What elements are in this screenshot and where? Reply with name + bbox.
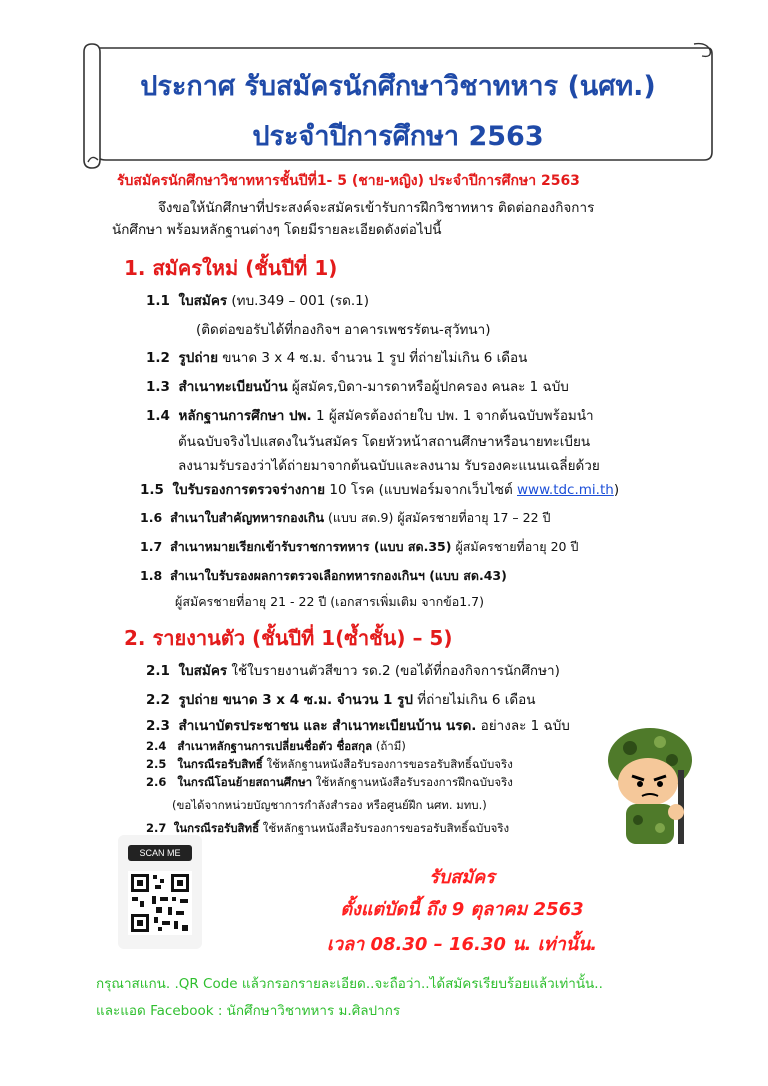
announcement-subtitle: รับสมัครนักศึกษาวิชาทหารชั้นปีที่1- 5 (ชาย-หญิง) ประจำปีการศึกษา 2563	[117, 173, 580, 189]
item-1-1	[146, 289, 369, 311]
item-title: สำเนาบัตรประชาชน และ สำเนาทะเบียนบ้าน นรด.	[178, 718, 477, 734]
item-text: (ทบ.349 – 001 (รด.1)	[227, 293, 370, 309]
item-text: ใช้หลักฐานหนังสือรับรองการขอรอรับสิทธิ์ฉบับจริง	[262, 757, 513, 771]
item-text: ที่ถ่ายไม่เกิน 6 เดือน	[412, 692, 536, 708]
item-2-6	[146, 774, 513, 792]
item-number: 2.1	[146, 663, 170, 679]
item-1-8	[140, 566, 507, 586]
intro-line-1: จึงขอให้นักศึกษาที่ประสงค์จะสมัครเข้ารับการฝึกวิชาทหาร ติดต่อกองกิจการ	[158, 200, 595, 216]
item-2-7	[146, 820, 509, 838]
section-1-heading: 1. สมัครใหม่ (ชั้นปีที่ 1)	[124, 256, 338, 280]
item-1-4-line-3: ลงนามรับรองว่าได้ถ่ายมาจากต้นฉบับและลงนาม รับรองคะแนนเฉลี่ยด้วย	[178, 458, 600, 474]
item-text: ผู้สมัคร,บิดา-มารดาหรือผู้ปกครอง คนละ 1 ฉบับ	[287, 379, 569, 395]
item-title: สำเนาหลักฐานการเปลี่ยนชื่อตัว ชื่อสกุล	[177, 739, 373, 753]
item-1-2	[146, 346, 527, 368]
page-title: ประกาศ รับสมัครนักศึกษาวิชาทหาร (นศท.)	[140, 71, 656, 102]
item-number: 1.2	[146, 350, 170, 366]
item-text: อย่างละ 1 ฉบับ	[476, 718, 570, 734]
item-text: (แบบ สด.9) ผู้สมัครชายที่อายุ 17 – 22 ปี	[324, 510, 551, 525]
item-1-7	[140, 537, 578, 557]
facebook-line[interactable]: และแอด Facebook : นักศึกษาวิชาทหาร ม.ศิลปากร	[96, 1003, 401, 1019]
item-text: 10 โรค (แบบฟอร์มจากเว็บไซต์	[325, 482, 518, 498]
item-text: (ถ้ามี)	[372, 739, 406, 753]
item-title: รูปถ่าย ขนาด 3 x 4 ซ.ม. จำนวน 1 รูป	[178, 692, 413, 708]
promo-line-3: เวลา 08.30 – 16.30 น. เท่านั้น.	[326, 934, 598, 955]
item-2-3	[146, 714, 570, 736]
item-title: สำเนาใบสำคัญทหารกองเกิน	[170, 510, 325, 525]
item-number: 1.6	[140, 510, 163, 525]
item-text: ผู้สมัครชายที่อายุ 20 ปี	[451, 539, 579, 554]
item-title: ใบรับรองการตรวจร่างกาย	[172, 482, 326, 498]
item-number: 1.4	[146, 408, 170, 424]
item-title: สำเนาทะเบียนบ้าน	[178, 379, 288, 395]
item-2-1	[146, 659, 560, 681]
item-1-4	[146, 404, 594, 426]
promo-line-1: รับสมัคร	[429, 867, 495, 888]
item-number: 2.6	[146, 775, 167, 789]
item-title: ในกรณีรอรับสิทธิ์	[173, 821, 260, 835]
qr-code-card[interactable]	[118, 835, 202, 949]
item-number: 2.2	[146, 692, 170, 708]
item-text: ใช้หลักฐานหนังสือรับรองการฝึกฉบับจริง	[312, 775, 513, 789]
item-1-4-line-2: ต้นฉบับจริงไปแสดงในวันสมัคร โดยหัวหน้าสถานศึกษาหรือนายทะเบียน	[178, 434, 591, 450]
page-subtitle-year: ประจำปีการศึกษา 2563	[252, 121, 544, 152]
promo-line-2: ตั้งแต่บัดนี้ ถึง 9 ตุลาคม 2563	[340, 899, 584, 920]
item-title: ในกรณีโอนย้ายสถานศึกษา	[177, 775, 313, 789]
item-number: 2.4	[146, 739, 167, 753]
item-title: ในกรณีรอรับสิทธิ์	[177, 757, 263, 771]
item-1-6	[140, 508, 550, 528]
tdc-website-link[interactable]: www.tdc.mi.th	[517, 482, 614, 498]
item-title: สำเนาหมายเรียกเข้ารับราชการทหาร (แบบ สด.35)	[170, 539, 452, 554]
item-title: ใบสมัคร	[178, 663, 228, 679]
item-2-6-note: (ขอได้จากหน่วยบัญชาการกำลังสำรอง หรือศูนย์ฝึก นศท. มทบ.)	[172, 798, 487, 812]
item-1-5	[140, 478, 619, 500]
item-2-4	[146, 738, 406, 756]
item-title: สำเนาใบรับรองผลการตรวจเลือกทหารกองเกินฯ (แบบ สด.43)	[170, 568, 507, 583]
item-text-tail: )	[613, 482, 620, 498]
item-title: ใบสมัคร	[178, 293, 228, 309]
item-text: ใช้ใบรายงานตัวสีขาว รด.2 (ขอได้ที่กองกิจการนักศึกษา)	[227, 663, 560, 679]
item-2-2	[146, 688, 535, 710]
soldier-cartoon-icon	[590, 720, 710, 850]
item-1-1-note: (ติดต่อขอรับได้ที่กองกิจฯ อาคารเพชรรัตน-สุวัทนา)	[196, 322, 491, 338]
intro-line-2: นักศึกษา พร้อมหลักฐานต่างๆ โดยมีรายละเอียดดังต่อไปนี้	[112, 222, 442, 238]
item-number: 2.5	[146, 757, 167, 771]
scan-me-label: SCAN ME	[128, 845, 192, 861]
item-title: รูปถ่าย	[178, 350, 219, 366]
item-number: 1.1	[146, 293, 170, 309]
item-number: 1.7	[140, 539, 163, 554]
item-1-8-note: ผู้สมัครชายที่อายุ 21 - 22 ปี (เอกสารเพิ่มเติม จากข้อ1.7)	[175, 594, 484, 609]
item-1-3	[146, 375, 569, 397]
footer-line-1: กรุณาสแกน. .QR Code แล้วกรอกรายละเอียด..จะถือว่า..ได้สมัครเรียบร้อยแล้วเท่านั้น..	[96, 976, 603, 992]
item-title: หลักฐานการศึกษา ปพ.	[178, 408, 312, 424]
item-number: 2.3	[146, 718, 170, 734]
item-number: 1.8	[140, 568, 163, 583]
item-text: 1 ผู้สมัครต้องถ่ายใบ ปพ. 1 จากต้นฉบับพร้อมนำ	[311, 408, 594, 424]
item-number: 2.7	[146, 821, 167, 835]
item-text: ขนาด 3 x 4 ซ.ม. จำนวน 1 รูป ที่ถ่ายไม่เกิน 6 เดือน	[218, 350, 528, 366]
title-banner	[82, 42, 714, 170]
qr-code-icon	[128, 871, 192, 935]
item-text: ใช้หลักฐานหนังสือรับรองการขอรอรับสิทธิ์ฉบับจริง	[259, 821, 510, 835]
section-2-heading: 2. รายงานตัว (ชั้นปีที่ 1(ซ้ำชั้น) – 5)	[124, 626, 453, 650]
item-number: 1.5	[140, 482, 164, 498]
item-number: 1.3	[146, 379, 170, 395]
item-2-5	[146, 756, 513, 774]
